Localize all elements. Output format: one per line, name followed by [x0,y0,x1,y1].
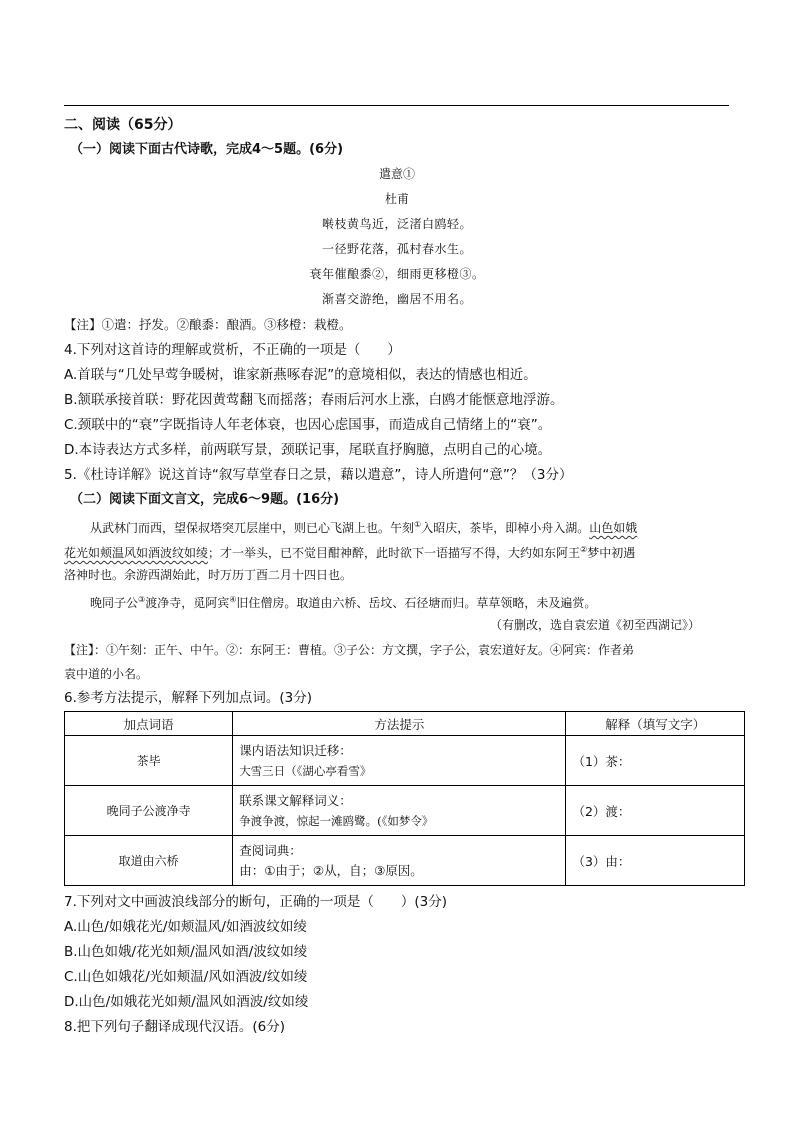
q6-hint: 课内语法知识迁移： 大雪三日（《湖心亭看雪》 [233,736,566,786]
q7-option-c: C.山色如娥花/光如颊温/风如酒波/纹如绫 [64,969,308,985]
q6-hint: 查阅词典： 由：①由于；②从，自；③原因。 [233,836,566,886]
q6-answer-field[interactable]: （2）渡： [566,786,745,836]
part2-heading: （二）阅读下面文言文，完成6～9题。(16分) [70,492,340,507]
wavy-underline-segment: 山色如娥 [589,521,638,535]
poem-note: 【注】①遣：抒发。②酿黍：酿酒。③移橙：栽橙。 [64,317,352,332]
passage-line-4: 晚同子公③渡净寺，觅阿宾④旧住僧房。取道由六桥、岳坟、石径塘而归。草草领略，未及遍赏。 [90,595,597,610]
q5-stem: 5.《杜诗详解》说这首诗“叙写草堂春日之景，藉以遣意”，诗人所遣何“意”？（3分） [64,467,573,483]
top-divider [64,105,729,106]
q6-word: 取道由六桥 [65,836,233,886]
q6-word: 茶毕 [65,736,233,786]
poem-line-2: 一径野花落，孤村春水生。 [321,242,472,256]
q4-stem: 4.下列对这首诗的理解或赏析，不正确的一项是（ ） [64,342,401,358]
passage-line-2: 花光如颊温风如酒波纹如绫；才一举头，已不觉目酣神醉，此时欲下一语描写不得，大约如东阿王②梦中初遇 [64,545,636,560]
q6-header-answer: 解释（填写文字） [566,712,745,736]
table-row [65,836,745,886]
passage-line-3: 洛神时也。余游西湖始此，时万历丁酉二月十四日也。 [64,568,353,582]
q6-header-word: 加点词语 [65,712,233,736]
q4-option-d: D.本诗表达方式多样，前两联写景，颈联记事，尾联直抒胸臆，点明自己的心境。 [64,442,552,458]
passage-line-1: 从武林门而西，望保叔塔突兀层崖中，则已心飞湖上也。午刻①入昭庆，茶毕，即棹小舟入湖。山色如娥 [90,520,638,535]
poem-line-1: 啭枝黄鸟近，泛渚白鸥轻。 [321,217,472,231]
passage-note-2: 袁中道的小名。 [64,667,149,681]
q4-option-a: A.首联与“几处早莺争暖树，谁家新燕啄春泥”的意境相似，表达的情感也相近。 [64,367,537,383]
poem-title: 遣意① [378,167,415,181]
q6-hint: 联系课文解释词义： 争渡争渡，惊起一滩鸥鹭。(《如梦令》 [233,786,566,836]
passage-source: （有删改，选自袁宏道《初至西湖记》） [490,618,701,632]
poem-line-4: 渐喜交游绝，幽居不用名。 [321,292,472,306]
q7-option-b: B.山色如娥/花光如颊/温风如酒/波纹如绫 [64,944,308,960]
q8-stem: 8.把下列句子翻译成现代汉语。(6分) [64,1019,286,1035]
poem-line-3: 衰年催酿黍②，细雨更移橙③。 [309,267,485,281]
wavy-underline-segment: 花光如颊温风如酒波纹如绫 [64,546,209,560]
q7-option-d: D.山色/如娥花光如颊/温风如酒波/纹如绫 [64,994,309,1010]
q4-option-b: B.颔联承接首联：野花因黄莺翻飞而摇落；春雨后河水上涨，白鸥才能惬意地浮游。 [64,392,564,408]
q6-header-hint: 方法提示 [233,712,566,736]
q7-option-a: A.山色/如娥花光/如颊温风/如酒波纹如绫 [64,919,307,935]
part1-heading: （一）阅读下面古代诗歌，完成4～5题。(6分) [70,142,344,157]
q6-answer-field[interactable]: （3）由： [566,836,745,886]
q4-option-c: C.颈联中的“衰”字既指诗人年老体衰，也因心虑国事，而造成自己情绪上的“衰”。 [64,417,552,433]
poem-author: 杜甫 [384,192,409,206]
q6-stem: 6.参考方法提示，解释下列加点词。(3分) [64,690,313,706]
passage-note-1: 【注】：①午刻：正午、中午。②：东阿王：曹植。③子公：方文撰，字子公，袁宏道好友。④阿宾：作者弟 [64,643,635,657]
table-row [65,786,745,836]
table-row [65,736,745,786]
q6-table [64,711,745,886]
q6-word: 晚同子公渡净寺 [65,786,233,836]
section-title: 二、阅读（65分） [64,117,182,133]
q6-answer-field[interactable]: （1）茶： [566,736,745,786]
q7-stem: 7.下列对文中画波浪线部分的断句，正确的一项是（ ）(3分) [64,894,448,910]
